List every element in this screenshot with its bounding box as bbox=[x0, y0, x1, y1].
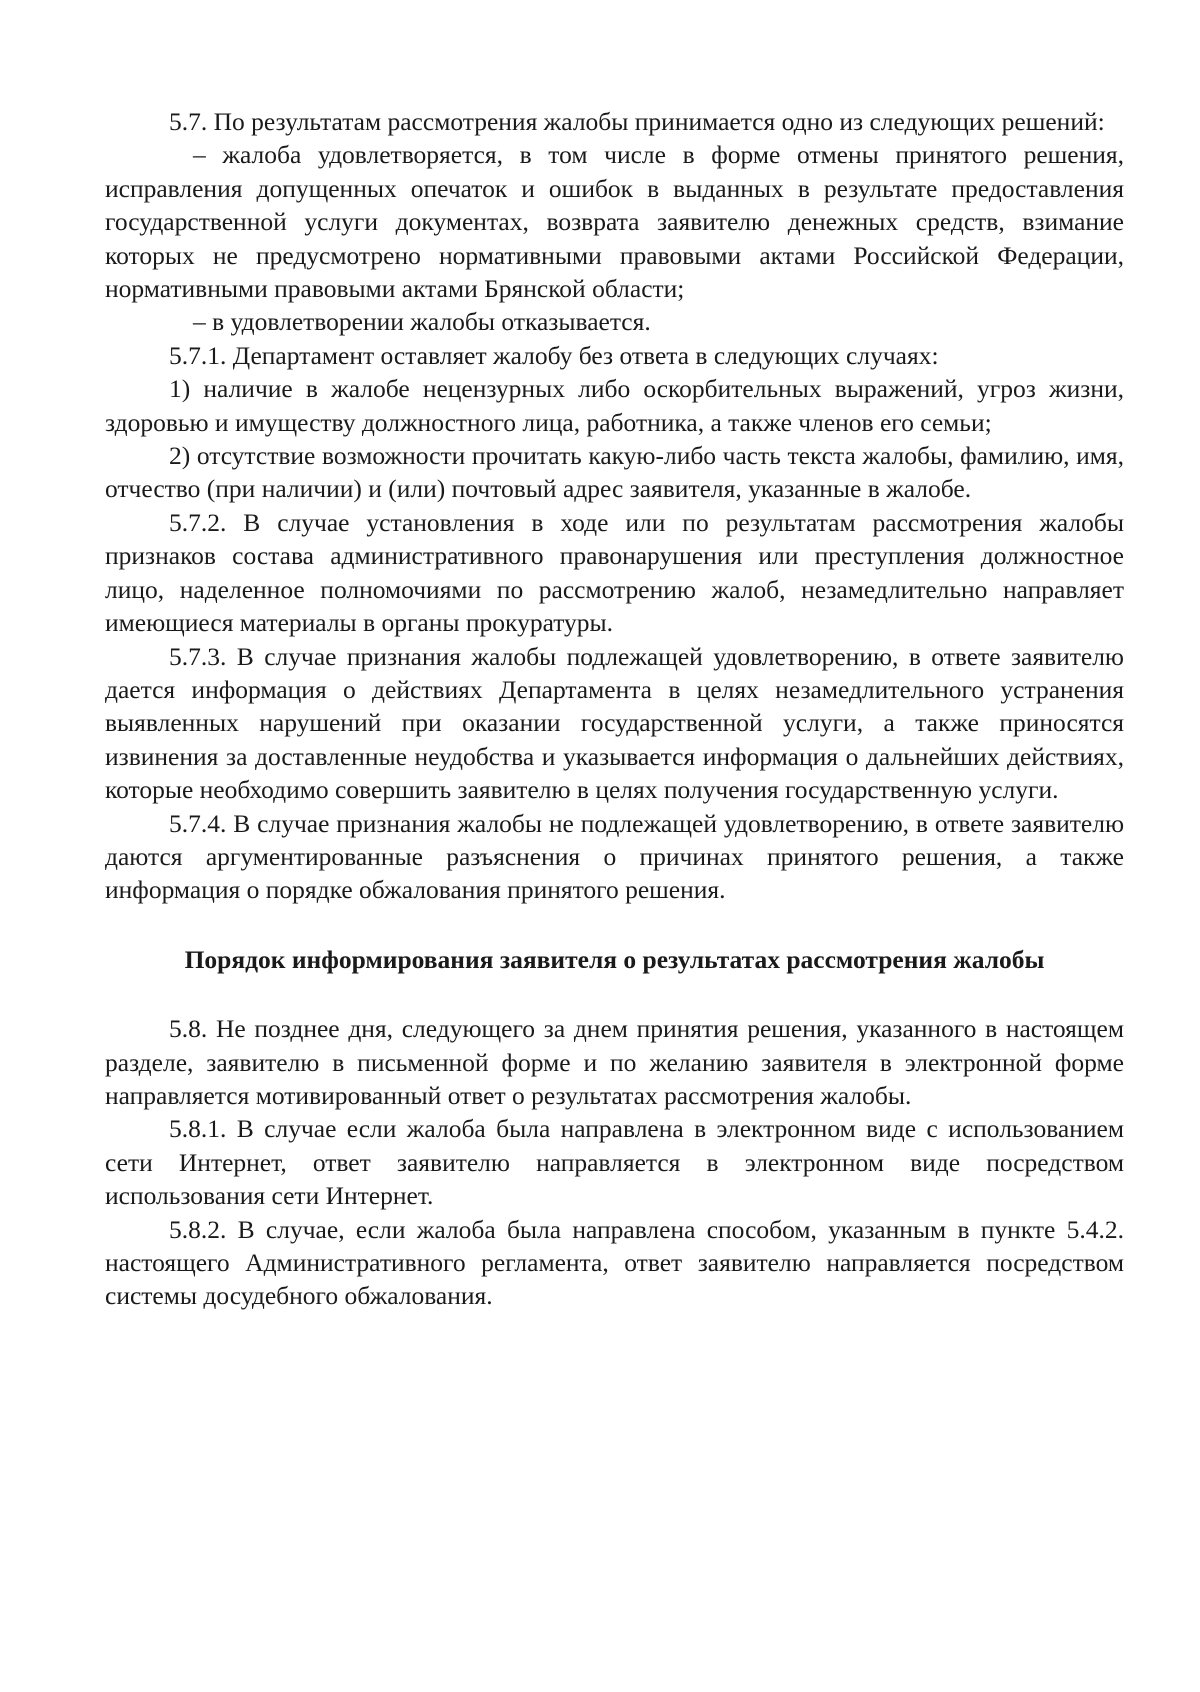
paragraph-5-7-1: 5.7.1. Департамент оставляет жалобу без ответа в следующих случаях: bbox=[169, 340, 939, 370]
paragraph-5-7: 5.7. По результатам рассмотрения жалобы принимается одно из следующих решений: bbox=[169, 107, 1105, 136]
paragraph-5-7-3: 5.7.3. В случае признания жалобы подлежащей удовлетворению, в ответе заявителю дается информация о действиях Департамента в целях незамедлительного устранения выявленных нарушений при оказании государственной услуги, а также приносятся извинения за доставленные неудобства и указывается информация о дальнейших действиях, которые необходимо совершить заявителю в целях получения государственную услуги. bbox=[105, 641, 1124, 805]
paragraph-5-7-1-item-2: 2) отсутствие возможности прочитать какую-либо часть текста жалобы, фамилию, имя, отчество (при наличии) и (или) почтовый адрес заявителя, указанные в жалобе. bbox=[105, 441, 1124, 504]
paragraph-5-8: 5.8. Не позднее дня, следующего за днем принятия решения, указанного в настоящем разделе, заявителю в письменной форме и по желанию заявителя в электронной форме направляется мотивированный ответ о результатах рассмотрения жалобы. bbox=[105, 1014, 1124, 1110]
paragraph-5-8-2: 5.8.2. В случае, если жалоба была направлена способом, указанным в пункте 5.4.2. настоящего Административного регламента, ответ заявителю направляется посредством системы досудебного обжалования. bbox=[105, 1214, 1124, 1311]
section-heading: Порядок информирования заявителя о результатах рассмотрения жалобы bbox=[184, 944, 1045, 974]
paragraph-5-8-1: 5.8.1. В случае если жалоба была направлена в электронном виде с использованием сети Интернет, ответ заявителю направляется в электронном виде посредством использования сети Интернет. bbox=[105, 1114, 1124, 1211]
paragraph-5-7-4: 5.7.4. В случае признания жалобы не подлежащей удовлетворению, в ответе заявителю даются аргументированные разъяснения о причинах принятого решения, а также информация о порядке обжалования принятого решения. bbox=[105, 808, 1124, 905]
paragraph-5-7-2: 5.7.2. В случае установления в ходе или по результатам рассмотрения жалобы признаков состава административного правонарушения или преступления должностное лицо, наделенное полномочиями по рассмотрению жалоб, незамедлительно направляет имеющиеся материалы в органы прокуратуры. bbox=[105, 507, 1124, 638]
paragraph-dash-refused: – в удовлетворении жалобы отказывается. bbox=[193, 307, 651, 337]
paragraph-5-7-1-item-1: 1) наличие в жалобе нецензурных либо оскорбительных выражений, угроз жизни, здоровью и имуществу должностного лица, работника, а также членов его семьи; bbox=[105, 374, 1124, 437]
paragraph-dash-satisfied: – жалоба удовлетворяется, в том числе в форме отмены принятого решения, исправления допущенных опечаток и ошибок в выданных в результате предоставления государственной услуги документах, возврата заявителю денежных средств, взимание которых не предусмотрено нормативными правовыми актами Российской Федерации, нормативными правовыми актами Брянской области; bbox=[105, 140, 1124, 304]
